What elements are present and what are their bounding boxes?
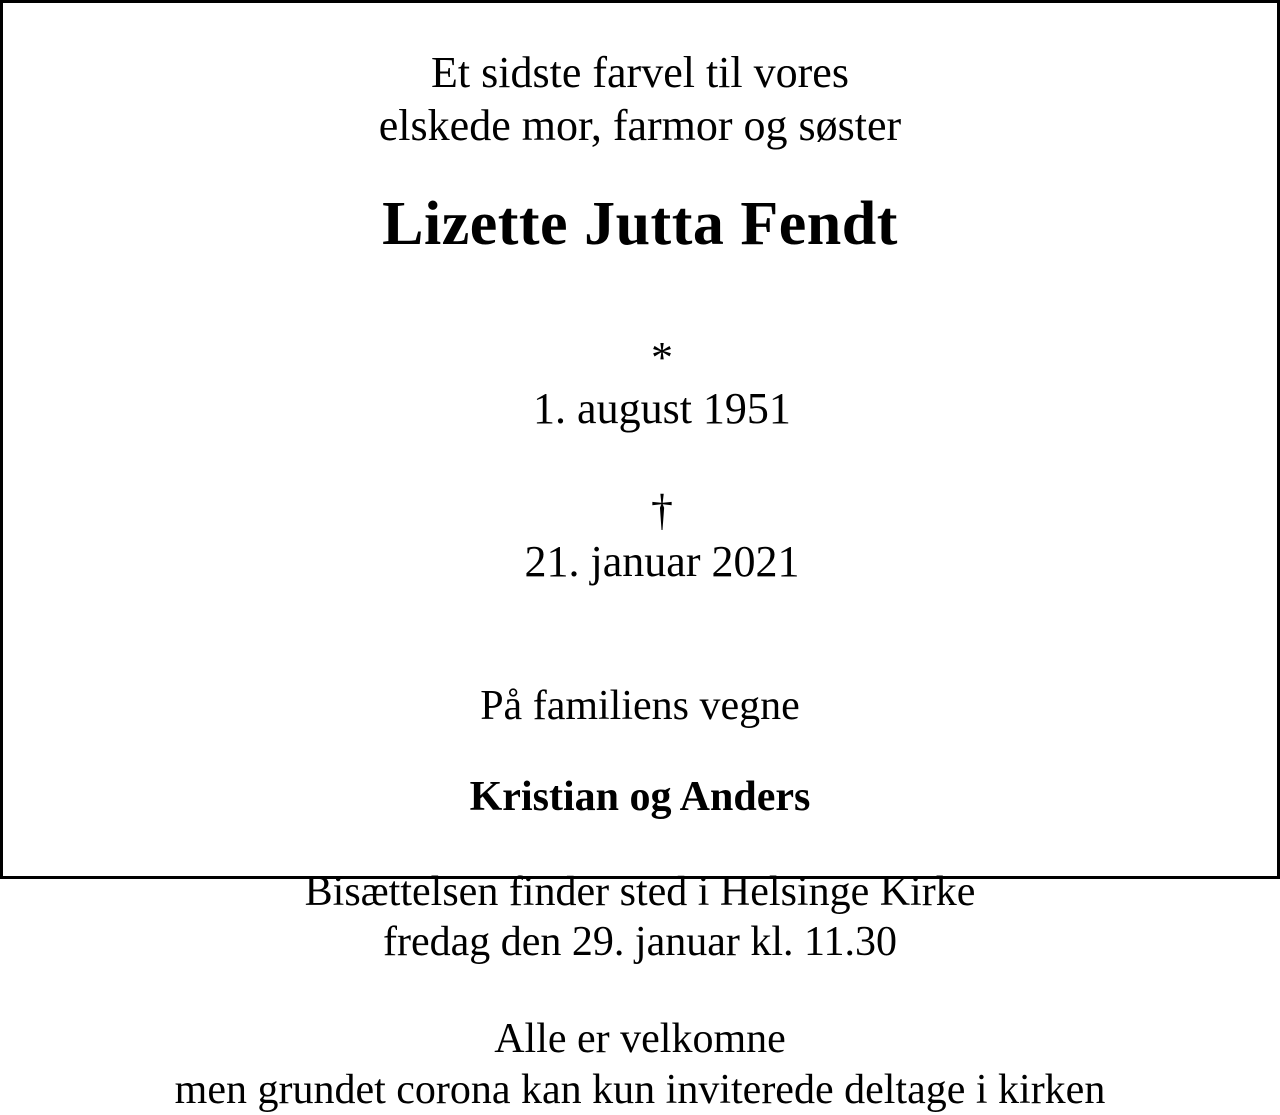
deceased-name: Lizette Jutta Fendt — [382, 190, 898, 259]
death-symbol: † — [651, 486, 673, 536]
on-behalf-text: På familiens vegne — [480, 683, 800, 730]
birth-symbol: * — [651, 333, 673, 382]
intro-line-2: elskede mor, farmor og søster — [378, 101, 902, 151]
death-date: 21. januar 2021 — [524, 537, 800, 587]
birth-date: 1. august 1951 — [533, 384, 791, 434]
welcome-line-2: men grundet corona kan kun inviterede deltage i kirken — [174, 1066, 1106, 1113]
intro-line-1: Et sidste farvel til vores — [431, 48, 849, 97]
life-dates — [481, 281, 800, 638]
family-names: Kristian og Anders — [469, 773, 811, 820]
funeral-line-1: Bisættelsen finder sted i Helsinge Kirke — [304, 868, 976, 915]
funeral-line-2: fredag den 29. januar kl. 11.30 — [383, 919, 897, 966]
welcome-line-1: Alle er velkomne — [494, 1016, 786, 1063]
